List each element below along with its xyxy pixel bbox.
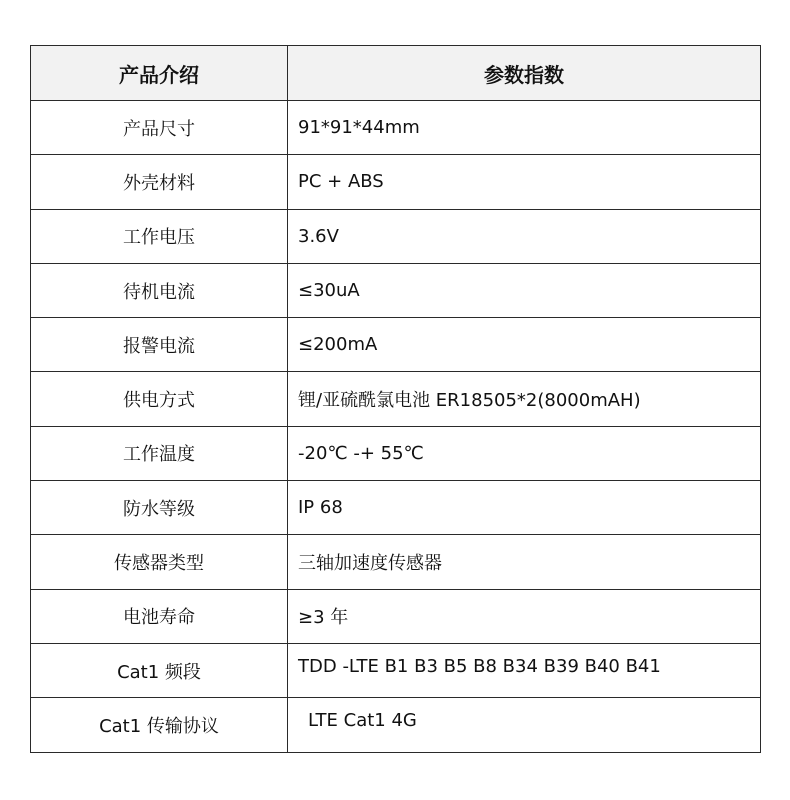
table-row	[31, 263, 761, 317]
row-value: TDD -LTE B1 B3 B5 B8 B34 B39 B40 B41	[288, 643, 761, 697]
table-row	[31, 589, 761, 643]
row-label: 工作温度	[31, 426, 288, 480]
table-row	[31, 209, 761, 263]
row-value: ≥3 年	[288, 589, 761, 643]
row-label: 产品尺寸	[31, 101, 288, 155]
row-label: 供电方式	[31, 372, 288, 426]
row-value: 91*91*44mm	[288, 101, 761, 155]
table-row	[31, 155, 761, 209]
row-label: Cat1 频段	[31, 643, 288, 697]
table-header-row	[31, 46, 761, 101]
row-label: 工作电压	[31, 209, 288, 263]
row-value: LTE Cat1 4G	[288, 698, 761, 752]
row-value: ≤30uA	[288, 263, 761, 317]
row-label: 电池寿命	[31, 589, 288, 643]
table-row	[31, 481, 761, 535]
table-row	[31, 318, 761, 372]
table-row	[31, 535, 761, 589]
row-label: Cat1 传输协议	[31, 698, 288, 752]
row-value: IP 68	[288, 481, 761, 535]
row-label: 报警电流	[31, 318, 288, 372]
row-value: 3.6V	[288, 209, 761, 263]
row-label: 待机电流	[31, 263, 288, 317]
row-value: 三轴加速度传感器	[288, 535, 761, 589]
table-row	[31, 426, 761, 480]
row-label: 传感器类型	[31, 535, 288, 589]
row-value: PC + ABS	[288, 155, 761, 209]
row-value: ≤200mA	[288, 318, 761, 372]
spec-table	[30, 45, 761, 753]
table-row	[31, 698, 761, 752]
row-label: 外壳材料	[31, 155, 288, 209]
table-row	[31, 101, 761, 155]
header-product-intro: 产品介绍	[31, 46, 288, 101]
row-value: 锂/亚硫酰氯电池 ER18505*2(8000mAH)	[288, 372, 761, 426]
table-row	[31, 372, 761, 426]
row-value: -20℃ -+ 55℃	[288, 426, 761, 480]
row-label: 防水等级	[31, 481, 288, 535]
header-parameters: 参数指数	[288, 46, 761, 101]
table-row	[31, 643, 761, 697]
